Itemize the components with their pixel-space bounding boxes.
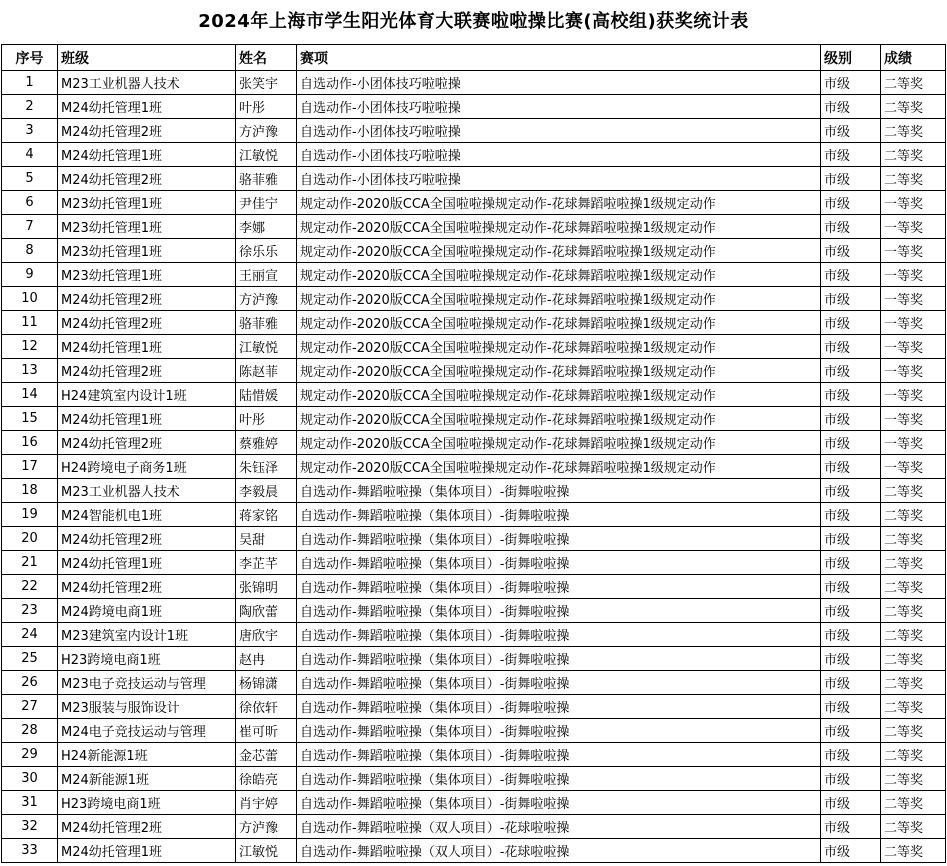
header-result: 成绩 [881, 45, 946, 71]
table-row [2, 839, 946, 863]
cell-index: 11 [2, 311, 58, 335]
cell-result: 一等奖 [881, 455, 946, 479]
cell-name: 叶彤 [236, 407, 297, 431]
cell-index: 20 [2, 527, 58, 551]
cell-result: 二等奖 [881, 767, 946, 791]
cell-result: 二等奖 [881, 623, 946, 647]
cell-class: M24幼托管理2班 [58, 311, 236, 335]
cell-level: 市级 [821, 599, 881, 623]
table-row [2, 143, 946, 167]
cell-index: 26 [2, 671, 58, 695]
table-header-row [2, 45, 946, 71]
cell-class: M24智能机电1班 [58, 503, 236, 527]
cell-result: 二等奖 [881, 143, 946, 167]
cell-event: 自选动作-舞蹈啦啦操（集体项目）-街舞啦啦操 [297, 719, 821, 743]
table-row [2, 287, 946, 311]
cell-index: 27 [2, 695, 58, 719]
cell-level: 市级 [821, 191, 881, 215]
cell-result: 二等奖 [881, 695, 946, 719]
table-row [2, 263, 946, 287]
cell-name: 尹佳宁 [236, 191, 297, 215]
cell-level: 市级 [821, 215, 881, 239]
header-event: 赛项 [297, 45, 821, 71]
cell-class: M24幼托管理2班 [58, 287, 236, 311]
cell-class: M24幼托管理1班 [58, 143, 236, 167]
cell-name: 骆菲雅 [236, 311, 297, 335]
cell-result: 一等奖 [881, 383, 946, 407]
table-row [2, 695, 946, 719]
cell-name: 蔡雅婷 [236, 431, 297, 455]
cell-name: 张笑宇 [236, 71, 297, 95]
cell-index: 12 [2, 335, 58, 359]
cell-class: M24幼托管理1班 [58, 839, 236, 863]
cell-index: 17 [2, 455, 58, 479]
cell-level: 市级 [821, 695, 881, 719]
cell-level: 市级 [821, 263, 881, 287]
cell-result: 二等奖 [881, 647, 946, 671]
cell-class: H23跨境电商1班 [58, 647, 236, 671]
cell-index: 9 [2, 263, 58, 287]
table-row [2, 599, 946, 623]
cell-level: 市级 [821, 359, 881, 383]
cell-name: 张锦明 [236, 575, 297, 599]
cell-event: 自选动作-舞蹈啦啦操（双人项目）-花球啦啦操 [297, 839, 821, 863]
cell-result: 二等奖 [881, 743, 946, 767]
cell-event: 自选动作-舞蹈啦啦操（集体项目）-街舞啦啦操 [297, 623, 821, 647]
cell-class: H24新能源1班 [58, 743, 236, 767]
header-index: 序号 [2, 45, 58, 71]
cell-class: M24幼托管理1班 [58, 95, 236, 119]
cell-result: 二等奖 [881, 479, 946, 503]
cell-level: 市级 [821, 239, 881, 263]
cell-class: M24电子竞技运动与管理 [58, 719, 236, 743]
table-row [2, 71, 946, 95]
cell-name: 江敏悦 [236, 143, 297, 167]
cell-name: 金芯蕾 [236, 743, 297, 767]
cell-event: 自选动作-小团体技巧啦啦操 [297, 167, 821, 191]
cell-event: 规定动作-2020版CCA全国啦啦操规定动作-花球舞蹈啦啦操1级规定动作 [297, 215, 821, 239]
cell-name: 江敏悦 [236, 839, 297, 863]
cell-index: 1 [2, 71, 58, 95]
table-row [2, 671, 946, 695]
cell-index: 4 [2, 143, 58, 167]
cell-result: 二等奖 [881, 119, 946, 143]
table-row [2, 215, 946, 239]
cell-class: M23建筑室内设计1班 [58, 623, 236, 647]
cell-class: M24幼托管理2班 [58, 431, 236, 455]
cell-name: 徐皓亮 [236, 767, 297, 791]
cell-name: 李娜 [236, 215, 297, 239]
cell-event: 自选动作-舞蹈啦啦操（集体项目）-街舞啦啦操 [297, 695, 821, 719]
cell-level: 市级 [821, 791, 881, 815]
cell-result: 二等奖 [881, 599, 946, 623]
table-row [2, 815, 946, 839]
cell-event: 自选动作-小团体技巧啦啦操 [297, 119, 821, 143]
cell-result: 二等奖 [881, 791, 946, 815]
cell-result: 二等奖 [881, 671, 946, 695]
cell-result: 二等奖 [881, 815, 946, 839]
cell-level: 市级 [821, 575, 881, 599]
cell-level: 市级 [821, 719, 881, 743]
cell-name: 李芷芊 [236, 551, 297, 575]
cell-level: 市级 [821, 743, 881, 767]
cell-event: 规定动作-2020版CCA全国啦啦操规定动作-花球舞蹈啦啦操1级规定动作 [297, 455, 821, 479]
header-class: 班级 [58, 45, 236, 71]
cell-index: 16 [2, 431, 58, 455]
cell-class: M24跨境电商1班 [58, 599, 236, 623]
cell-event: 规定动作-2020版CCA全国啦啦操规定动作-花球舞蹈啦啦操1级规定动作 [297, 287, 821, 311]
cell-name: 唐欣宇 [236, 623, 297, 647]
cell-result: 二等奖 [881, 839, 946, 863]
cell-class: M24幼托管理1班 [58, 551, 236, 575]
cell-result: 一等奖 [881, 191, 946, 215]
cell-result: 一等奖 [881, 311, 946, 335]
cell-name: 杨锦潇 [236, 671, 297, 695]
cell-level: 市级 [821, 527, 881, 551]
cell-name: 吴甜 [236, 527, 297, 551]
cell-level: 市级 [821, 455, 881, 479]
cell-name: 李毅晨 [236, 479, 297, 503]
table-row [2, 479, 946, 503]
cell-class: M23幼托管理1班 [58, 191, 236, 215]
cell-event: 自选动作-小团体技巧啦啦操 [297, 95, 821, 119]
table-row [2, 167, 946, 191]
table-row [2, 95, 946, 119]
cell-index: 23 [2, 599, 58, 623]
cell-event: 规定动作-2020版CCA全国啦啦操规定动作-花球舞蹈啦啦操1级规定动作 [297, 431, 821, 455]
cell-name: 方泸豫 [236, 287, 297, 311]
cell-index: 30 [2, 767, 58, 791]
table-row [2, 455, 946, 479]
table-row [2, 767, 946, 791]
cell-index: 19 [2, 503, 58, 527]
cell-level: 市级 [821, 167, 881, 191]
cell-index: 14 [2, 383, 58, 407]
cell-result: 二等奖 [881, 95, 946, 119]
cell-index: 32 [2, 815, 58, 839]
cell-result: 二等奖 [881, 551, 946, 575]
cell-result: 二等奖 [881, 503, 946, 527]
cell-class: M23幼托管理1班 [58, 215, 236, 239]
cell-event: 自选动作-舞蹈啦啦操（集体项目）-街舞啦啦操 [297, 479, 821, 503]
cell-name: 赵冉 [236, 647, 297, 671]
table-row [2, 359, 946, 383]
cell-index: 21 [2, 551, 58, 575]
cell-index: 10 [2, 287, 58, 311]
cell-class: M24新能源1班 [58, 767, 236, 791]
cell-index: 29 [2, 743, 58, 767]
cell-level: 市级 [821, 71, 881, 95]
header-name: 姓名 [236, 45, 297, 71]
awards-table [1, 44, 946, 863]
cell-name: 王丽宣 [236, 263, 297, 287]
cell-class: M23幼托管理1班 [58, 263, 236, 287]
table-row [2, 623, 946, 647]
table-row [2, 407, 946, 431]
cell-name: 江敏悦 [236, 335, 297, 359]
cell-result: 二等奖 [881, 71, 946, 95]
table-row [2, 119, 946, 143]
cell-event: 自选动作-舞蹈啦啦操（集体项目）-街舞啦啦操 [297, 767, 821, 791]
cell-name: 蒋家铭 [236, 503, 297, 527]
table-row [2, 431, 946, 455]
cell-index: 22 [2, 575, 58, 599]
table-row [2, 791, 946, 815]
cell-class: M23电子竞技运动与管理 [58, 671, 236, 695]
cell-class: M24幼托管理2班 [58, 359, 236, 383]
cell-result: 一等奖 [881, 287, 946, 311]
cell-class: H24跨境电子商务1班 [58, 455, 236, 479]
cell-name: 方泸豫 [236, 119, 297, 143]
cell-index: 8 [2, 239, 58, 263]
cell-name: 朱钰泽 [236, 455, 297, 479]
cell-level: 市级 [821, 431, 881, 455]
cell-class: M23工业机器人技术 [58, 71, 236, 95]
cell-class: M24幼托管理2班 [58, 119, 236, 143]
table-row [2, 311, 946, 335]
table-row [2, 743, 946, 767]
cell-event: 规定动作-2020版CCA全国啦啦操规定动作-花球舞蹈啦啦操1级规定动作 [297, 359, 821, 383]
cell-class: M24幼托管理2班 [58, 167, 236, 191]
cell-result: 一等奖 [881, 407, 946, 431]
cell-level: 市级 [821, 503, 881, 527]
cell-result: 二等奖 [881, 719, 946, 743]
cell-class: M23服装与服饰设计 [58, 695, 236, 719]
cell-class: M24幼托管理2班 [58, 815, 236, 839]
cell-index: 24 [2, 623, 58, 647]
cell-name: 崔可昕 [236, 719, 297, 743]
cell-result: 一等奖 [881, 215, 946, 239]
cell-result: 一等奖 [881, 239, 946, 263]
cell-level: 市级 [821, 551, 881, 575]
cell-level: 市级 [821, 839, 881, 863]
cell-event: 自选动作-舞蹈啦啦操（双人项目）-花球啦啦操 [297, 815, 821, 839]
cell-event: 自选动作-舞蹈啦啦操（集体项目）-街舞啦啦操 [297, 527, 821, 551]
cell-result: 二等奖 [881, 575, 946, 599]
table-row [2, 503, 946, 527]
cell-class: H24建筑室内设计1班 [58, 383, 236, 407]
cell-event: 规定动作-2020版CCA全国啦啦操规定动作-花球舞蹈啦啦操1级规定动作 [297, 191, 821, 215]
cell-name: 叶彤 [236, 95, 297, 119]
cell-event: 规定动作-2020版CCA全国啦啦操规定动作-花球舞蹈啦啦操1级规定动作 [297, 263, 821, 287]
cell-level: 市级 [821, 671, 881, 695]
cell-index: 18 [2, 479, 58, 503]
cell-index: 3 [2, 119, 58, 143]
table-row [2, 575, 946, 599]
table-row [2, 191, 946, 215]
cell-name: 肖宇婷 [236, 791, 297, 815]
cell-index: 25 [2, 647, 58, 671]
cell-event: 规定动作-2020版CCA全国啦啦操规定动作-花球舞蹈啦啦操1级规定动作 [297, 383, 821, 407]
cell-event: 自选动作-舞蹈啦啦操（集体项目）-街舞啦啦操 [297, 551, 821, 575]
cell-index: 31 [2, 791, 58, 815]
cell-result: 二等奖 [881, 527, 946, 551]
cell-level: 市级 [821, 647, 881, 671]
cell-name: 陶欣蕾 [236, 599, 297, 623]
cell-result: 一等奖 [881, 335, 946, 359]
table-row [2, 383, 946, 407]
cell-event: 自选动作-舞蹈啦啦操（集体项目）-街舞啦啦操 [297, 575, 821, 599]
cell-class: M23工业机器人技术 [58, 479, 236, 503]
cell-level: 市级 [821, 815, 881, 839]
cell-result: 一等奖 [881, 263, 946, 287]
cell-level: 市级 [821, 767, 881, 791]
cell-level: 市级 [821, 287, 881, 311]
cell-level: 市级 [821, 311, 881, 335]
cell-level: 市级 [821, 623, 881, 647]
cell-class: M23幼托管理1班 [58, 239, 236, 263]
header-level: 级别 [821, 45, 881, 71]
cell-level: 市级 [821, 383, 881, 407]
cell-event: 规定动作-2020版CCA全国啦啦操规定动作-花球舞蹈啦啦操1级规定动作 [297, 335, 821, 359]
cell-level: 市级 [821, 119, 881, 143]
cell-class: M24幼托管理1班 [58, 407, 236, 431]
page-title: 2024年上海市学生阳光体育大联赛啦啦操比赛(高校组)获奖统计表 [198, 11, 749, 32]
cell-index: 7 [2, 215, 58, 239]
table-row [2, 527, 946, 551]
cell-event: 自选动作-小团体技巧啦啦操 [297, 71, 821, 95]
cell-event: 自选动作-小团体技巧啦啦操 [297, 143, 821, 167]
cell-level: 市级 [821, 479, 881, 503]
table-row [2, 239, 946, 263]
table-row [2, 647, 946, 671]
cell-name: 骆菲雅 [236, 167, 297, 191]
cell-event: 自选动作-舞蹈啦啦操（集体项目）-街舞啦啦操 [297, 671, 821, 695]
cell-event: 自选动作-舞蹈啦啦操（集体项目）-街舞啦啦操 [297, 791, 821, 815]
cell-name: 方泸豫 [236, 815, 297, 839]
cell-index: 2 [2, 95, 58, 119]
cell-event: 自选动作-舞蹈啦啦操（集体项目）-街舞啦啦操 [297, 503, 821, 527]
cell-result: 一等奖 [881, 359, 946, 383]
cell-class: M24幼托管理1班 [58, 335, 236, 359]
cell-level: 市级 [821, 407, 881, 431]
table-row [2, 719, 946, 743]
cell-index: 5 [2, 167, 58, 191]
table-row [2, 335, 946, 359]
cell-event: 规定动作-2020版CCA全国啦啦操规定动作-花球舞蹈啦啦操1级规定动作 [297, 311, 821, 335]
cell-class: M24幼托管理2班 [58, 575, 236, 599]
cell-event: 自选动作-舞蹈啦啦操（集体项目）-街舞啦啦操 [297, 599, 821, 623]
cell-event: 自选动作-舞蹈啦啦操（集体项目）-街舞啦啦操 [297, 743, 821, 767]
cell-name: 陈赵菲 [236, 359, 297, 383]
cell-result: 一等奖 [881, 431, 946, 455]
cell-name: 陆惜媛 [236, 383, 297, 407]
cell-index: 33 [2, 839, 58, 863]
table-row [2, 551, 946, 575]
cell-level: 市级 [821, 143, 881, 167]
cell-level: 市级 [821, 335, 881, 359]
cell-event: 自选动作-舞蹈啦啦操（集体项目）-街舞啦啦操 [297, 647, 821, 671]
cell-index: 15 [2, 407, 58, 431]
cell-class: M24幼托管理2班 [58, 527, 236, 551]
cell-class: H23跨境电商1班 [58, 791, 236, 815]
cell-index: 6 [2, 191, 58, 215]
cell-index: 13 [2, 359, 58, 383]
cell-level: 市级 [821, 95, 881, 119]
cell-event: 规定动作-2020版CCA全国啦啦操规定动作-花球舞蹈啦啦操1级规定动作 [297, 239, 821, 263]
cell-index: 28 [2, 719, 58, 743]
cell-event: 规定动作-2020版CCA全国啦啦操规定动作-花球舞蹈啦啦操1级规定动作 [297, 407, 821, 431]
cell-result: 二等奖 [881, 167, 946, 191]
cell-name: 徐乐乐 [236, 239, 297, 263]
cell-name: 徐依轩 [236, 695, 297, 719]
